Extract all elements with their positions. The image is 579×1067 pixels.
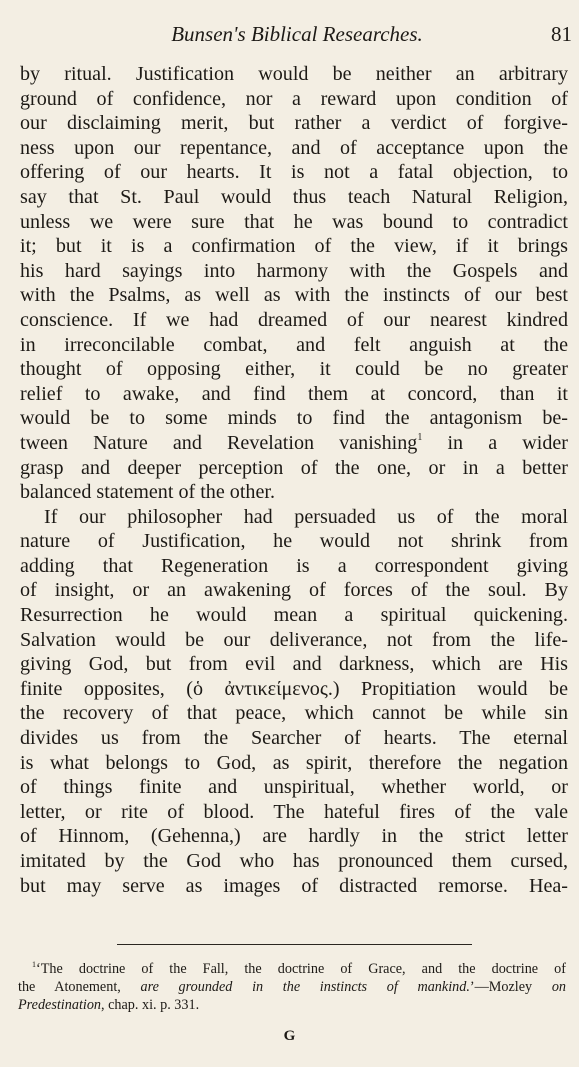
text-line: Resurrection he would mean a spiritual quickening. [20,604,568,627]
running-head: Bunsen's Biblical Researches. [171,22,423,46]
text-line: offering of our hearts. It is not a fatal objection, to [20,161,568,184]
text-line: by ritual. Justification would be neither an arbitrary [20,63,568,85]
text-line: but may serve as images of distracted remorse. Hea- [20,874,568,897]
footnote-marker: 1 [32,960,36,969]
footnote-text: ‘The doctrine of the Fall, the doctrine of Grace, and the doctrine of [36,961,566,977]
text-line: giving God, but from evil and darkness, which are His [20,653,568,676]
text-line: thought of opposing either, it could be no greater [20,358,568,381]
text-fragment: in a wider [422,431,568,454]
text-line: adding that Regeneration is a correspondent giving [20,554,568,577]
text-line: it; but it is a confirmation of the view, if it brings [20,235,568,258]
signature-mark: G [283,1028,296,1044]
text-line: divides us from the Searcher of hearts. The eternal [20,727,568,750]
footnote-italic-text: on [551,979,566,995]
text-line: our disclaiming merit, but rather a verdict of forgive- [20,112,568,135]
text-line: unless we were sure that he was bound to contradict [20,210,568,233]
text-line: imitated by the God who has pronounced them cursed, [20,850,568,872]
footnote-line [18,960,566,978]
footnote [18,960,566,1014]
page-header [22,22,572,50]
text-fragment: tween Nature and Revelation vanishing [20,431,418,454]
text-line: of Hinnom, (Gehenna,) are hardly in the strict letter [20,825,568,848]
text-line: of things finite and unspiritual, whether world, or [20,776,568,799]
text-line: in irreconcilable combat, and felt anguish at the [20,333,568,356]
footnote-divider [117,944,472,945]
text-line: balanced statement of the other. [20,481,275,504]
text-line: nature of Justification, he would not shrink from [20,530,568,553]
text-line: say that St. Paul would thus teach Natural Religion, [20,185,568,208]
body-text [20,62,568,898]
text-line: letter, or rite of blood. The hateful fires of the vale [20,800,568,823]
text-line: of insight, or an awakening of forces of the soul. By [20,579,568,602]
text-line: finite opposites, (ὁ ἀντικείμενος.) Propitiation would be [20,677,568,700]
text-line: ness upon our repentance, and of acceptance upon the [20,136,568,159]
text-line: Salvation would be our deliverance, not from the life- [20,628,568,651]
footnote-text: , chap. xi. p. 331. [101,997,200,1013]
text-line: relief to awake, and find them at concord, than it [20,382,568,405]
text-line: would be to some minds to find the antagonism be- [20,407,568,430]
footnote-text: the Atonement, [18,979,141,995]
footnote-italic-text: Predestination [18,997,102,1013]
text-line: If our philosopher had persuaded us of the moral [44,505,568,528]
text-line: the recovery of that peace, which cannot be while sin [20,702,568,725]
text-line: conscience. If we had dreamed of our nearest kindred [20,308,568,331]
footnote-line [18,978,566,996]
text-line: grasp and deeper perception of the one, or in a better [20,456,568,479]
footnote-text: ’—Mozley [469,979,552,995]
footnote-line [18,996,566,1014]
footnote-italic-text: are grounded in the instincts of mankind. [140,979,470,995]
text-line-with-footnote [20,431,568,456]
footnote-reference: 1 [417,431,423,443]
page-number: 81 [551,22,572,46]
text-line: his hard sayings into harmony with the Gospels and [20,259,568,282]
text-line: is what belongs to God, as spirit, therefore the negation [20,751,568,774]
text-line: with the Psalms, as well as with the instincts of our best [20,284,568,307]
text-line: ground of confidence, nor a reward upon condition of [20,87,568,110]
